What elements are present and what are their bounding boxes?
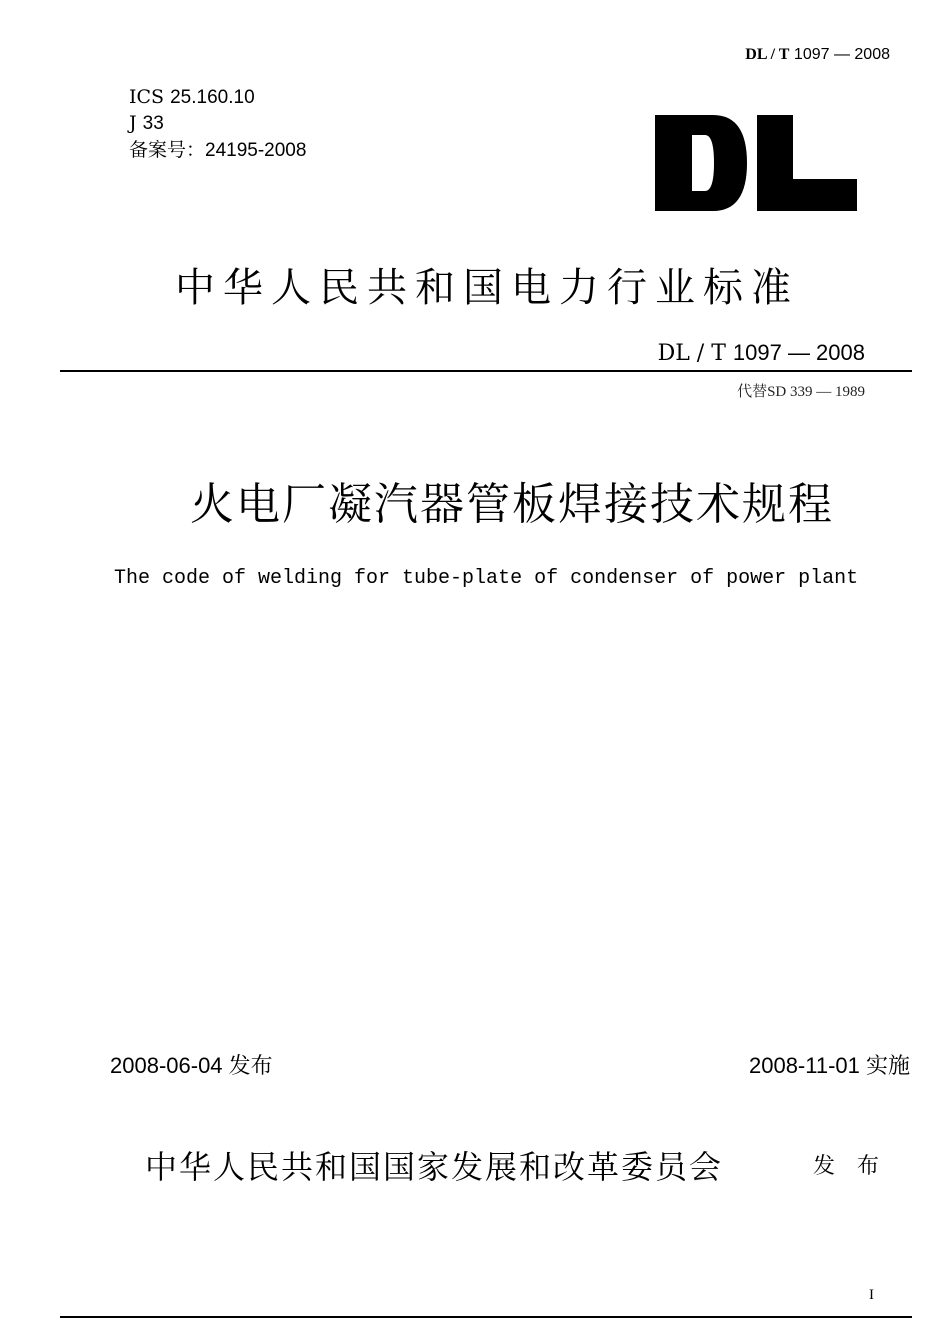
dl-logo xyxy=(655,115,857,211)
ccs-label: J xyxy=(129,112,137,134)
bottom-divider xyxy=(60,1316,912,1318)
ics-classification xyxy=(129,84,255,111)
english-title: The code of welding for tube-plate of condenser of power plant xyxy=(114,567,859,590)
implementation-date: 2008-11-01 实施 xyxy=(748,1053,910,1078)
issue-date: 2008-06-04 发布 xyxy=(110,1053,273,1078)
record-number xyxy=(129,137,306,164)
ics-label: ICS xyxy=(129,86,165,108)
ccs-value: 33 xyxy=(142,113,164,134)
ics-value: 25.160.10 xyxy=(170,87,255,108)
replaces-standard: 代替SD 339 — 1989 xyxy=(737,384,865,400)
record-value: 24195-2008 xyxy=(205,140,307,161)
header-code-rest: 1097 — 2008 xyxy=(793,46,890,63)
ccs-classification xyxy=(129,110,164,137)
standard-number-prefix: DL / T xyxy=(657,341,726,366)
document-title: 火电厂凝汽器管板焊接技术规程 xyxy=(190,479,834,530)
standard-number-value: 1097 — 2008 xyxy=(732,340,865,365)
publish-verb: 发布 xyxy=(813,1154,902,1179)
record-label: 备案号： xyxy=(129,139,206,161)
header-standard-code xyxy=(745,46,890,64)
header-code-prefix: DL / T xyxy=(745,46,790,63)
publisher-name: 中华人民共和国国家发展和改革委员会 xyxy=(145,1148,724,1186)
top-divider xyxy=(60,370,912,372)
page-number: I xyxy=(869,1287,874,1303)
organization-title: 中华人民共和国电力行业标准 xyxy=(175,265,799,311)
standard-number xyxy=(658,340,865,366)
